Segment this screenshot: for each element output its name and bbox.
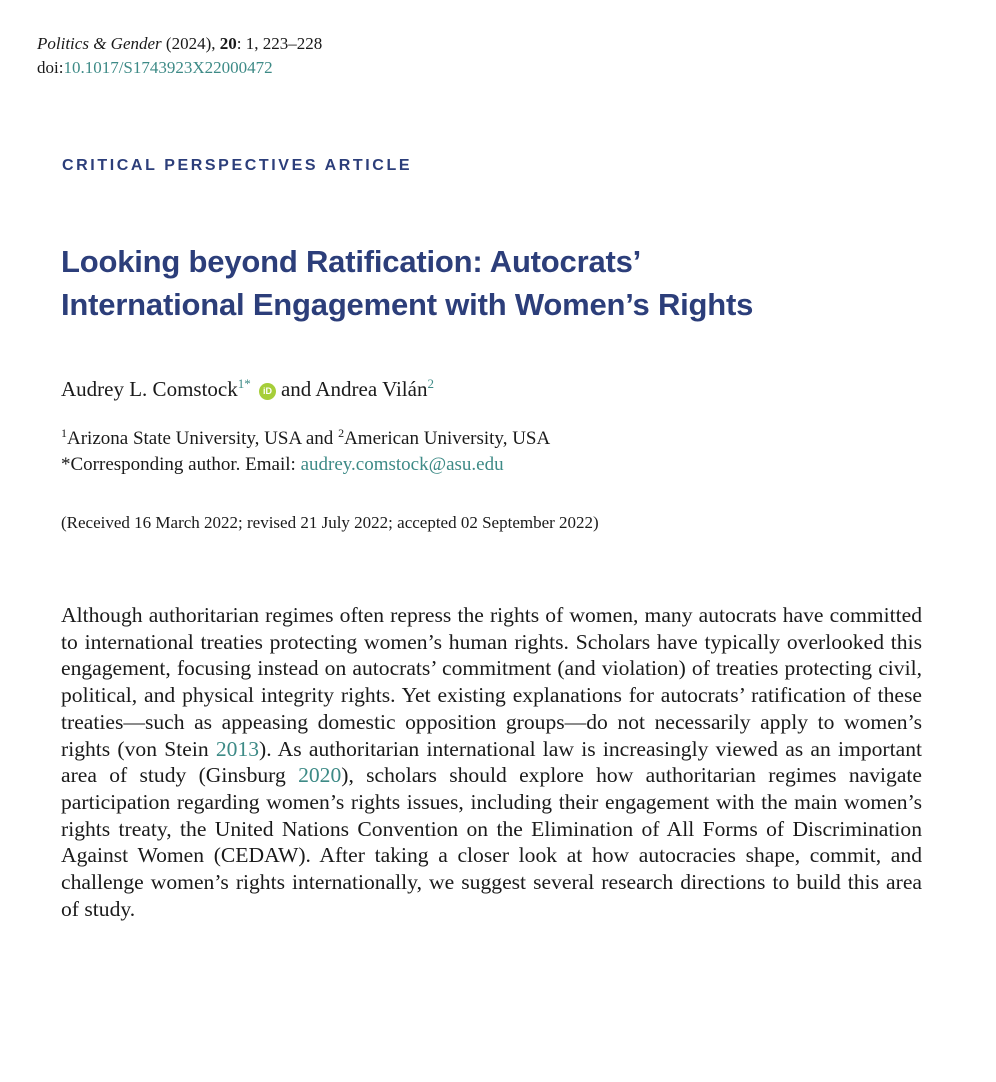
publication-year: (2024), xyxy=(165,34,216,53)
title-line-1: Looking beyond Ratification: Autocrats’ xyxy=(61,244,642,279)
article-title xyxy=(61,240,961,326)
affiliation-2: American University, USA xyxy=(344,428,551,449)
author-1-affiliation-marker: 1* xyxy=(237,376,251,391)
citation-link-2013[interactable]: 2013 xyxy=(215,736,260,761)
abstract-text-2: ). As authoritarian international law is increasingly viewed as an important area of study (Ginsburg xyxy=(61,736,922,788)
author-name-2[interactable]: and Andrea Vilán xyxy=(280,377,428,401)
doi-link[interactable]: 10.1017/S1743923X22000472 xyxy=(63,58,273,77)
affiliation-1: Arizona State University, USA and xyxy=(67,428,339,449)
affiliation-marker-2: 2 xyxy=(338,426,345,440)
journal-name: Politics & Gender xyxy=(37,34,162,53)
author-name-1[interactable]: Audrey L. Comstock xyxy=(61,377,238,401)
received-dates: (Received 16 March 2022; revised 21 July 2022; accepted 02 September 2022) xyxy=(61,513,599,532)
article-type-label: CRITICAL PERSPECTIVES ARTICLE xyxy=(62,157,413,174)
author-list xyxy=(61,375,434,403)
volume-number: 20 xyxy=(219,34,237,53)
citation-link-2020[interactable]: 2020 xyxy=(298,763,342,788)
title-line-2: International Engagement with Women’s Rights xyxy=(61,287,754,322)
affiliations xyxy=(61,426,550,478)
doi-prefix: doi: xyxy=(37,58,64,77)
citation-block xyxy=(37,32,322,80)
abstract-text-1: Although authoritarian regimes often repress the rights of women, many autocrats have committed to international treaties protecting women’s human rights. Scholars have typically overlooked this engagement, focusing instead on autocrats’ commitment (and violation) of treaties protecting civil, political, and physical integrity rights. Yet existing explanations for autocrats’ ratification of these treaties—such as appeasing domestic opposition groups—do not necessarily apply to women’s rights (von Stein xyxy=(61,603,922,761)
issue-pages: : 1, 223–228 xyxy=(236,34,323,53)
abstract xyxy=(61,602,922,922)
email-link[interactable]: audrey.comstock@asu.edu xyxy=(300,454,504,475)
doi-line xyxy=(37,56,322,80)
corresponding-author-label: *Corresponding author. Email: xyxy=(61,454,301,475)
abstract-text-3: ), scholars should explore how authoritarian regimes navigate participation regarding women’s rights issues, including their engagement with the main women’s rights treaty, the United Nations Convention on the Elimination of All Forms of Discrimination Against Women (CEDAW). After taking a closer look at how autocracies shape, commit, and challenge women’s rights internationally, we suggest several research directions to build this area of study. xyxy=(61,763,923,921)
orcid-icon[interactable]: iD xyxy=(259,383,276,400)
affiliation-marker-1: 1 xyxy=(61,426,67,440)
author-2-affiliation-marker: 2 xyxy=(427,376,434,391)
